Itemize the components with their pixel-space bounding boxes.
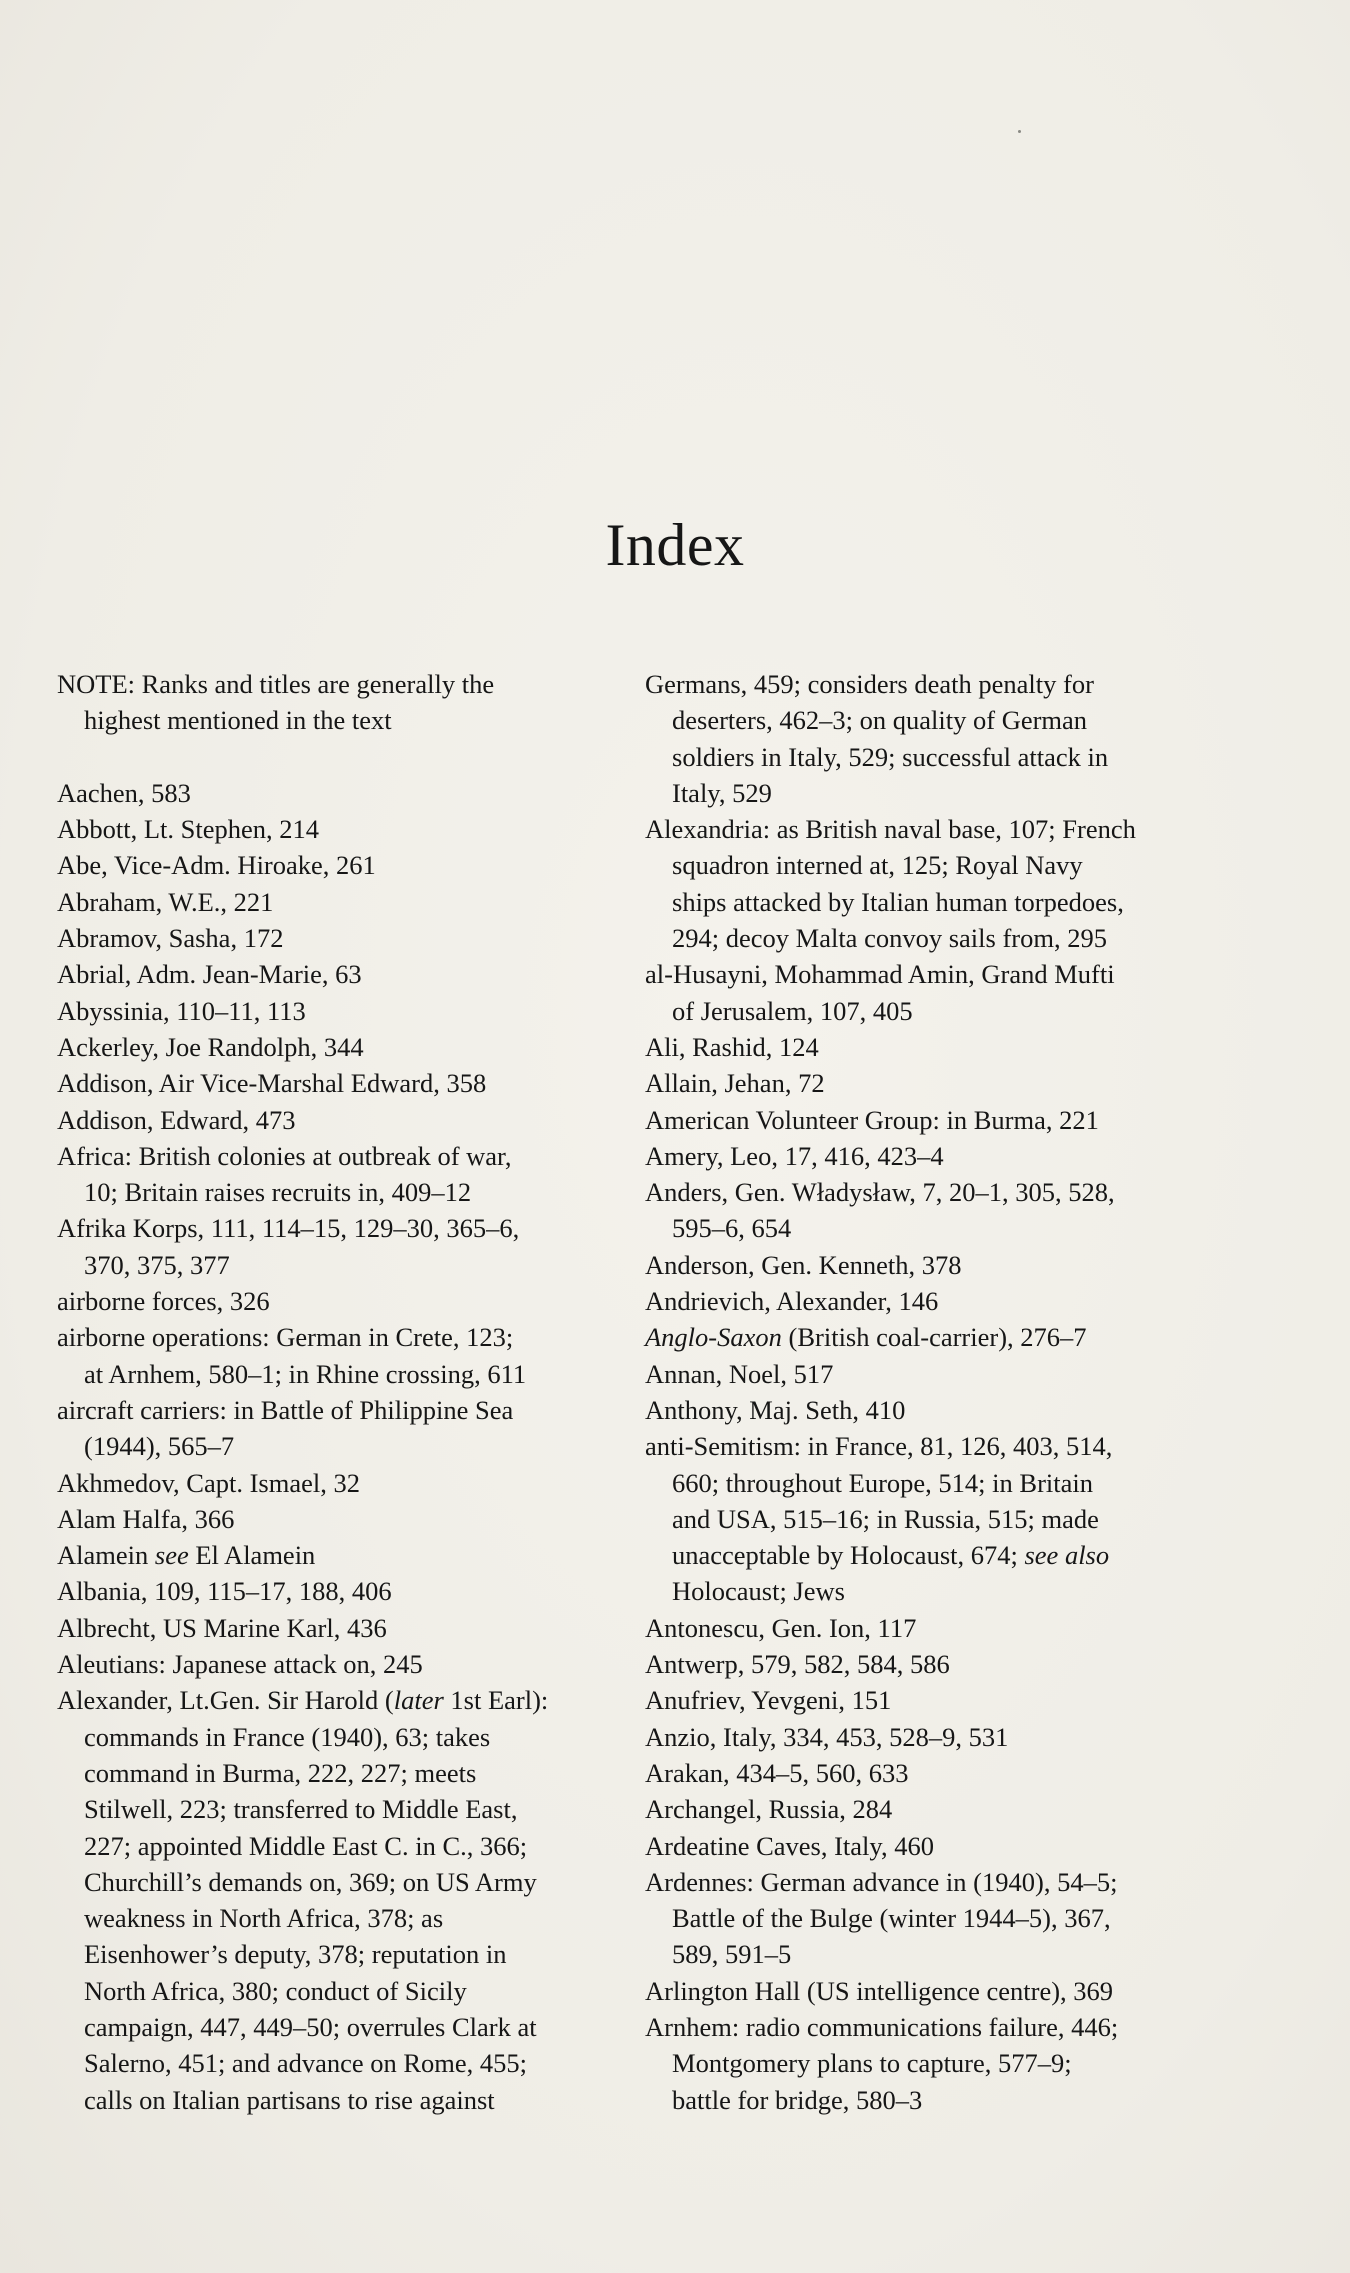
index-entry: Aleutians: Japanese attack on, 245 — [57, 1649, 423, 1680]
index-entry: Amery, Leo, 17, 416, 423–4 — [645, 1140, 944, 1171]
index-entry: Anderson, Gen. Kenneth, 378 — [645, 1249, 962, 1280]
index-entry: Alam Halfa, 366 — [57, 1503, 235, 1534]
index-entry: Aachen, 583 — [57, 777, 191, 808]
index-entry: Ali, Rashid, 124 — [645, 1031, 819, 1062]
index-note: NOTE: Ranks and titles are generally the highest mentioned in the text — [57, 669, 495, 736]
index-entry-alamein: Alamein see El Alamein — [57, 1540, 316, 1571]
index-entry: airborne operations: German in Crete, 123; at Arnhem, 580–1; in Rhine crossing, 611 — [57, 1322, 527, 1389]
index-entry: airborne forces, 326 — [57, 1286, 270, 1317]
index-entry: Arnhem: radio communications failure, 446; Montgomery plans to capture, 577–9; battle for bridge, 580–3 — [645, 2011, 1119, 2115]
right-entry-list-b — [645, 1356, 1265, 1429]
left-entry-list — [57, 775, 647, 1537]
index-entry: Allain, Jehan, 72 — [645, 1068, 825, 1099]
index-entry: al-Husayni, Mohammad Amin, Grand Mufti of Jerusalem, 107, 405 — [645, 959, 1115, 1026]
index-entry: Annan, Noel, 517 — [645, 1358, 834, 1389]
index-entry-alexander: Alexander, Lt.Gen. Sir Harold (later 1st Earl): commands in France (1940), 63; takes command in Burma, 222, 227; meets Stilwell, 223; transferred to Middle East, 227; appointed Middle East C. in C., 366; Churchill’s demands on, 369; on US Army weakness in North Africa, 378; as Eisenhower’s deputy, 378; reputation in North Africa, 380; conduct of Sicily campaign, 447, 449–50; overrules Clark at Salerno, 451; and advance on Rome, 455; calls on Italian partisans to rise against — [57, 1685, 549, 2115]
index-entry: Antonescu, Gen. Ion, 117 — [645, 1612, 917, 1643]
index-entry: Ardeatine Caves, Italy, 460 — [645, 1830, 934, 1861]
page-title: Index — [605, 512, 745, 579]
index-entry: Arlington Hall (US intelligence centre), 369 — [645, 1975, 1114, 2006]
index-entry: Anders, Gen. Władysław, 7, 20–1, 305, 528, 595–6, 654 — [645, 1177, 1115, 1244]
index-entry: Ardennes: German advance in (1940), 54–5; Battle of the Bulge (winter 1944–5), 367, 589, 591–5 — [645, 1866, 1118, 1970]
index-entry: Ackerley, Joe Randolph, 344 — [57, 1031, 364, 1062]
index-entry: Akhmedov, Capt. Ismael, 32 — [57, 1467, 360, 1498]
index-column-right — [645, 666, 1265, 2118]
index-entry: aircraft carriers: in Battle of Philippine Sea (1944), 565–7 — [57, 1394, 514, 1462]
index-entry: Addison, Edward, 473 — [57, 1104, 296, 1135]
index-entry: Germans, 459; considers death penalty for deserters, 462–3; on quality of German soldiers in Italy, 529; successful attack in Italy, 529 — [645, 669, 1109, 808]
right-entry-list-c — [645, 1610, 1265, 2118]
index-entry: Abbott, Lt. Stephen, 214 — [57, 814, 320, 845]
index-entry: American Volunteer Group: in Burma, 221 — [645, 1104, 1099, 1135]
index-column-left — [57, 666, 647, 2118]
index-entry: Antwerp, 579, 582, 584, 586 — [645, 1649, 950, 1680]
paper-speck — [1018, 130, 1021, 133]
index-entry: Afrika Korps, 111, 114–15, 129–30, 365–6, 370, 375, 377 — [57, 1213, 520, 1280]
index-entry: Anufriev, Yevgeni, 151 — [645, 1685, 892, 1716]
index-entry: Arakan, 434–5, 560, 633 — [645, 1757, 909, 1788]
index-entry: Anzio, Italy, 334, 453, 528–9, 531 — [645, 1721, 1009, 1752]
left-entry-list-2 — [57, 1573, 647, 1682]
right-entry-list-a — [645, 666, 1265, 1319]
index-entry-anti-semitism: anti-Semitism: in France, 81, 126, 403, 514, 660; throughout Europe, 514; in Britain and USA, 515–16; in Russia, 515; made unacceptable by Holocaust, 674; see also Holocaust; Jews — [645, 1431, 1113, 1607]
index-entry: Abe, Vice-Adm. Hiroake, 261 — [57, 850, 376, 881]
index-entry: Addison, Air Vice-Marshal Edward, 358 — [57, 1068, 487, 1099]
index-entry: Africa: British colonies at outbreak of war, 10; Britain raises recruits in, 409–12 — [57, 1140, 512, 1208]
index-entry: Albrecht, US Marine Karl, 436 — [57, 1612, 387, 1643]
index-entry: Andrievich, Alexander, 146 — [645, 1286, 939, 1317]
index-entry: Abrial, Adm. Jean-Marie, 63 — [57, 959, 362, 990]
index-entry: Alexandria: as British naval base, 107; French squadron interned at, 125; Royal Navy ships attacked by Italian human torpedoes, 294; decoy Malta convoy sails from, 295 — [645, 814, 1136, 954]
index-entry: Abraham, W.E., 221 — [57, 886, 274, 917]
index-entry: Abyssinia, 110–11, 113 — [57, 995, 306, 1026]
index-entry: Abramov, Sasha, 172 — [57, 923, 284, 954]
index-entry: Archangel, Russia, 284 — [645, 1794, 893, 1825]
index-entry: Albania, 109, 115–17, 188, 406 — [57, 1576, 392, 1607]
index-entry-anglo-saxon: Anglo-Saxon (British coal-carrier), 276–7 — [645, 1322, 1087, 1353]
index-entry: Anthony, Maj. Seth, 410 — [645, 1394, 906, 1425]
